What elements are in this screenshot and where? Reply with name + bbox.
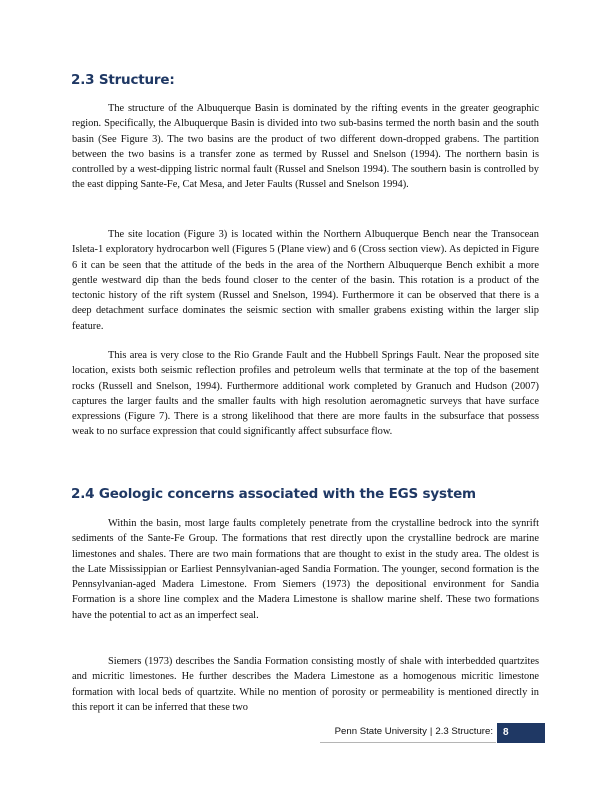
section-heading-geologic-concerns: 2.4 Geologic concerns associated with the EGS system <box>71 486 476 502</box>
paragraph: The site location (Figure 3) is located within the Northern Albuquerque Bench near the Transocean Isleta-1 exploratory hydrocarbon well (Figures 5 (Plane view) and 6 (Cross section view). As depicted in Figure 6 it can be seen that the attitude of the beds in the area of the Northern Albuquerque Bench exhibit a more gentle westward dip than the beds found closer to the center of the basin. This rotation is a product of the tectonic history of the rift system (Russel and Snelson, 1994). Furthermore it can be observed that there is a deep detachment surface dominates the seismic section with smaller grabens existing within the larger slip feature. <box>72 229 539 332</box>
paragraph: This area is very close to the Rio Grande Fault and the Hubbell Springs Fault. Near the proposed site location, exists both seismic reflection profiles and petroleum wells that terminate at the top of the basement rocks (Russell and Snelson, 1994). Furthermore additional work completed by Granuch and Hudson (2007) captures the larger faults and the smaller faults with high resolution aeromagnetic surveys that have surface expressions (Figure 7). There is a strong likelihood that there are more faults in the subsurface that possess weak to no surface expression that could significantly affect subsurface flow. <box>72 350 539 438</box>
footer-institution: Penn State University <box>334 726 427 737</box>
paragraph: Siemers (1973) describes the Sandia Formation consisting mostly of shale with interbedded quartzites and micritic limestones. He further describes the Madera Limestone as a homogenous micritic limestone formation with local beds of quartzite. While no mention of porosity or permeability is mentioned directly in this report it can be inferred that these two <box>72 656 539 713</box>
page-footer <box>0 723 545 743</box>
page-number: 8 <box>497 723 545 743</box>
footer-section: 2.3 Structure: <box>435 726 493 737</box>
footer-text <box>335 726 493 737</box>
footer-rule <box>320 742 496 743</box>
section-heading-structure: 2.3 Structure: <box>71 72 175 88</box>
footer-separator: | <box>429 726 433 737</box>
paragraph: Within the basin, most large faults completely penetrate from the crystalline bedrock into the synrift sediments of the Sante-Fe Group. The formations that rest directly upon the crystalline bedrock are marine limestones and shales. There are two main formations that are thought to exist in the study area. The oldest is the Late Mississippian or Earliest Pennsylvanian-aged Sandia Formation. The younger, second formation is the Pennsylvanian-aged Madera Limestone. From Siemers (1973) the depositional environment for Sandia Formation is a shore line complex and the Madera Limestone is shallow marine shelf. These two formations have the potential to act as an imperfect seal. <box>72 518 539 621</box>
paragraph: The structure of the Albuquerque Basin is dominated by the rifting events in the greater geographic region. Specifically, the Albuquerque Basin is divided into two sub-basins termed the north basin and the south basin (See Figure 3). The two basins are the product of two different down-dropped grabens. The partition between the two basins is a transfer zone as termed by Russel and Snelson (1994). The northern basin is controlled by a west-dipping listric normal fault (Russel and Snelson 1994). The southern basin is controlled by the east dipping Sante-Fe, Cat Mesa, and Jeter Faults (Russel and Snelson 1994). <box>72 103 539 191</box>
